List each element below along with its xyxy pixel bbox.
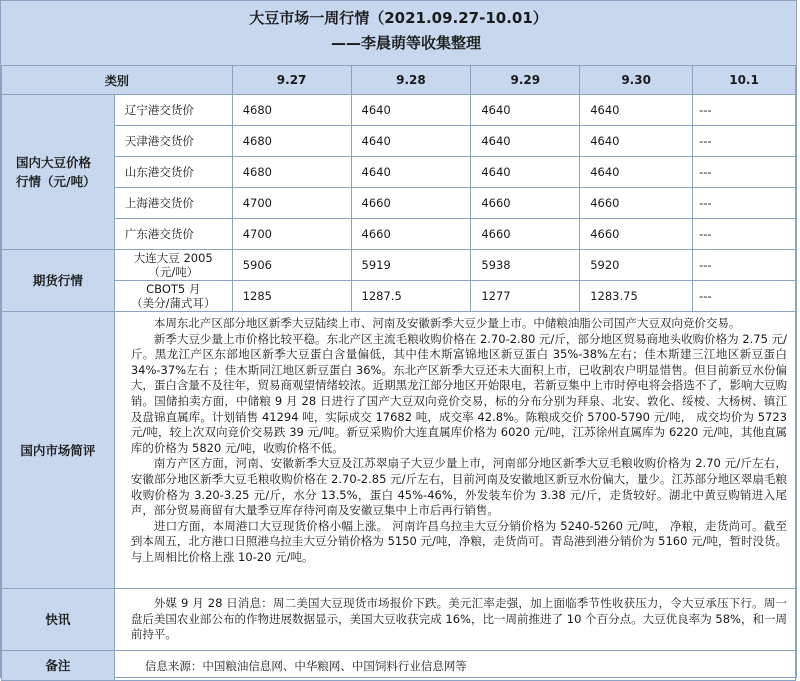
price-cell: 1287.5 — [351, 281, 471, 312]
price-cell: --- — [693, 250, 796, 281]
header-category: 类别 — [2, 66, 233, 95]
table-row — [2, 126, 796, 157]
table-row — [2, 188, 796, 219]
price-cell: 4640 — [471, 95, 580, 126]
news-label: 快讯 — [2, 589, 115, 651]
comment-paragraph: 本周东北产区部分地区新季大豆陆续上市、河南及安徽新季大豆少量上市。中储粮油脂公司国产大豆双向竞价交易。 — [153, 316, 741, 330]
price-cell: 4660 — [580, 219, 693, 250]
report-title: 大豆市场一周行情（2021.09.27-10.01） — [249, 9, 548, 27]
table-row — [2, 219, 796, 250]
header-date: 9.28 — [351, 66, 471, 95]
remarks-row — [2, 651, 796, 681]
futures-label: 期货行情 — [2, 250, 115, 312]
comment-paragraph: 新季大豆少量上市价格比较平稳。东北产区主流毛粮收购价格在 2.70-2.80 元/斤，部分地区贸易商地头收购价格为 2.75 元/斤。黑龙江产区东部地区新季大豆蛋白含量偏低，其中佳木斯富锦地区新豆蛋白 35%-38%左右；佳木斯建三江地区新豆蛋白 34%-37%左右 ；佳木斯同江地区新豆蛋白 36%。东北产区新季大豆还未大面积上市，已收割农户明显惜售。但目前新豆水份偏大，蛋白含量不及往年，贸易商观望情绪较浓。近期黑龙江部分地区开始限电，若新豆集中上市时停电将会搭选不了，影响大豆购销。国储拍卖方面，中储粮 9 月 28 日进行了国产大豆双向竞价交易，标的分布分别为拜泉、北安、敦化、绥棱、大杨树、镇江及盘锦直属库。计划销售 41294 吨，实际成交 17682 吨，成交率 42.8%。陈粮成交价 5700-5790 元/吨， 成交均价为 5723 元/吨，较上次双向竞价交易跌 39 元/吨。新豆采购价大连直属库价格为 6020 元/吨，江苏徐州直属库为 6220 元/吨，其他直属库的价格为 5820 元/吨，收购价格不低。 — [130, 331, 787, 455]
price-cell: --- — [693, 281, 796, 312]
comment-text — [114, 312, 795, 589]
price-cell: --- — [693, 157, 796, 188]
report-subtitle: ——李晨萌等收集整理 — [331, 34, 482, 52]
price-cell: 4640 — [351, 126, 471, 157]
price-cell: 1277 — [471, 281, 580, 312]
comment-label: 国内市场简评 — [2, 312, 115, 589]
table-row — [2, 250, 796, 281]
price-cell: 4640 — [471, 126, 580, 157]
price-cell: --- — [693, 126, 796, 157]
price-cell: 4640 — [580, 95, 693, 126]
price-cell: --- — [693, 188, 796, 219]
price-cell: 4640 — [580, 157, 693, 188]
price-cell: 4660 — [351, 188, 471, 219]
price-cell: 4640 — [351, 157, 471, 188]
comment-paragraph: 进口方面，本周港口大豆现货价格小幅上涨。 河南许昌乌拉圭大豆分销价格为 5240-5260 元/吨， 净粮，走货尚可。截至到本周五，北方港口日照港乌拉圭大豆分销价格为 5150 元/吨，净粮，走货尚可。青岛港到港分销价为 5160 元/吨，暂时没货。 与上周相比价格上涨 10-20 元/吨。 — [130, 518, 787, 564]
header-date: 9.30 — [580, 66, 693, 95]
header-date: 9.27 — [232, 66, 351, 95]
price-cell: 4660 — [471, 188, 580, 219]
price-cell: --- — [693, 219, 796, 250]
news-row — [2, 589, 796, 651]
header-row — [2, 66, 796, 95]
comment-row — [2, 312, 796, 589]
remarks-label: 备注 — [2, 651, 115, 681]
header-date: 9.29 — [471, 66, 580, 95]
news-text — [114, 589, 795, 651]
row-name: 广东港交货价 — [114, 219, 232, 250]
price-cell: 4660 — [351, 219, 471, 250]
price-table — [1, 65, 796, 681]
price-cell: 4680 — [232, 157, 351, 188]
comment-paragraph: 南方产区方面，河南、安徽新季大豆及江苏翠扇子大豆少量上市，河南部分地区新季大豆毛粮收购价格为 2.70 元/斤左右，安徽部分地区新季大豆毛粮收购价格在 2.70-2.85 元/斤左右，目前河南及安徽地区新豆水份偏大，量少。江苏部分地区翠扇毛粮收购价格为 3.20-3.25 元/斤，水分 13.5%，蛋白 45%-46%，外发装车价为 3.38 元/斤，走货较好。湖北中黄豆购销进入尾声，部分贸易商留有大量季豆库存待河南及安徽豆集中上市后再行销售。 — [130, 456, 787, 518]
price-cell: 4640 — [351, 95, 471, 126]
row-name: 天津港交货价 — [114, 126, 232, 157]
price-cell: 4680 — [232, 95, 351, 126]
title-banner — [1, 1, 796, 66]
row-name: 辽宁港交货价 — [114, 95, 232, 126]
price-cell: --- — [693, 95, 796, 126]
price-cell: 5920 — [580, 250, 693, 281]
table-row — [2, 157, 796, 188]
price-cell: 5938 — [471, 250, 580, 281]
table-row — [2, 281, 796, 312]
price-cell: 4660 — [471, 219, 580, 250]
price-cell: 1285 — [232, 281, 351, 312]
price-cell: 4680 — [232, 126, 351, 157]
row-name: 大连大豆 2005 （元/吨） — [114, 250, 232, 281]
row-name: CBOT5 月 （美分/蒲式耳） — [114, 281, 232, 312]
news-paragraph: 外媒 9 月 28 日消息：周二美国大豆现货市场报价下跌。美元汇率走强，加上面临季节性收获压力，令大豆承压下行。周一盘后美国农业部公布的作物进展数据显示，美国大豆收获完成 16%，比一周前推进了 10 个百分点。大豆优良率为 58%，和一周前持平。 — [130, 596, 787, 642]
price-cell: 5919 — [351, 250, 471, 281]
price-cell: 1283.75 — [580, 281, 693, 312]
remarks-text: 信息来源：中国粮油信息网、中华粮网、中国饲料行业信息网等 — [114, 651, 795, 681]
price-cell: 5906 — [232, 250, 351, 281]
row-name: 山东港交货价 — [114, 157, 232, 188]
table-row — [2, 95, 796, 126]
domestic-label: 国内大豆价格 行情（元/吨） — [2, 95, 115, 250]
row-name: 上海港交货价 — [114, 188, 232, 219]
price-cell: 4700 — [232, 188, 351, 219]
price-cell: 4640 — [580, 126, 693, 157]
header-date: 10.1 — [693, 66, 796, 95]
price-cell: 4700 — [232, 219, 351, 250]
price-cell: 4640 — [471, 157, 580, 188]
price-cell: 4660 — [580, 188, 693, 219]
